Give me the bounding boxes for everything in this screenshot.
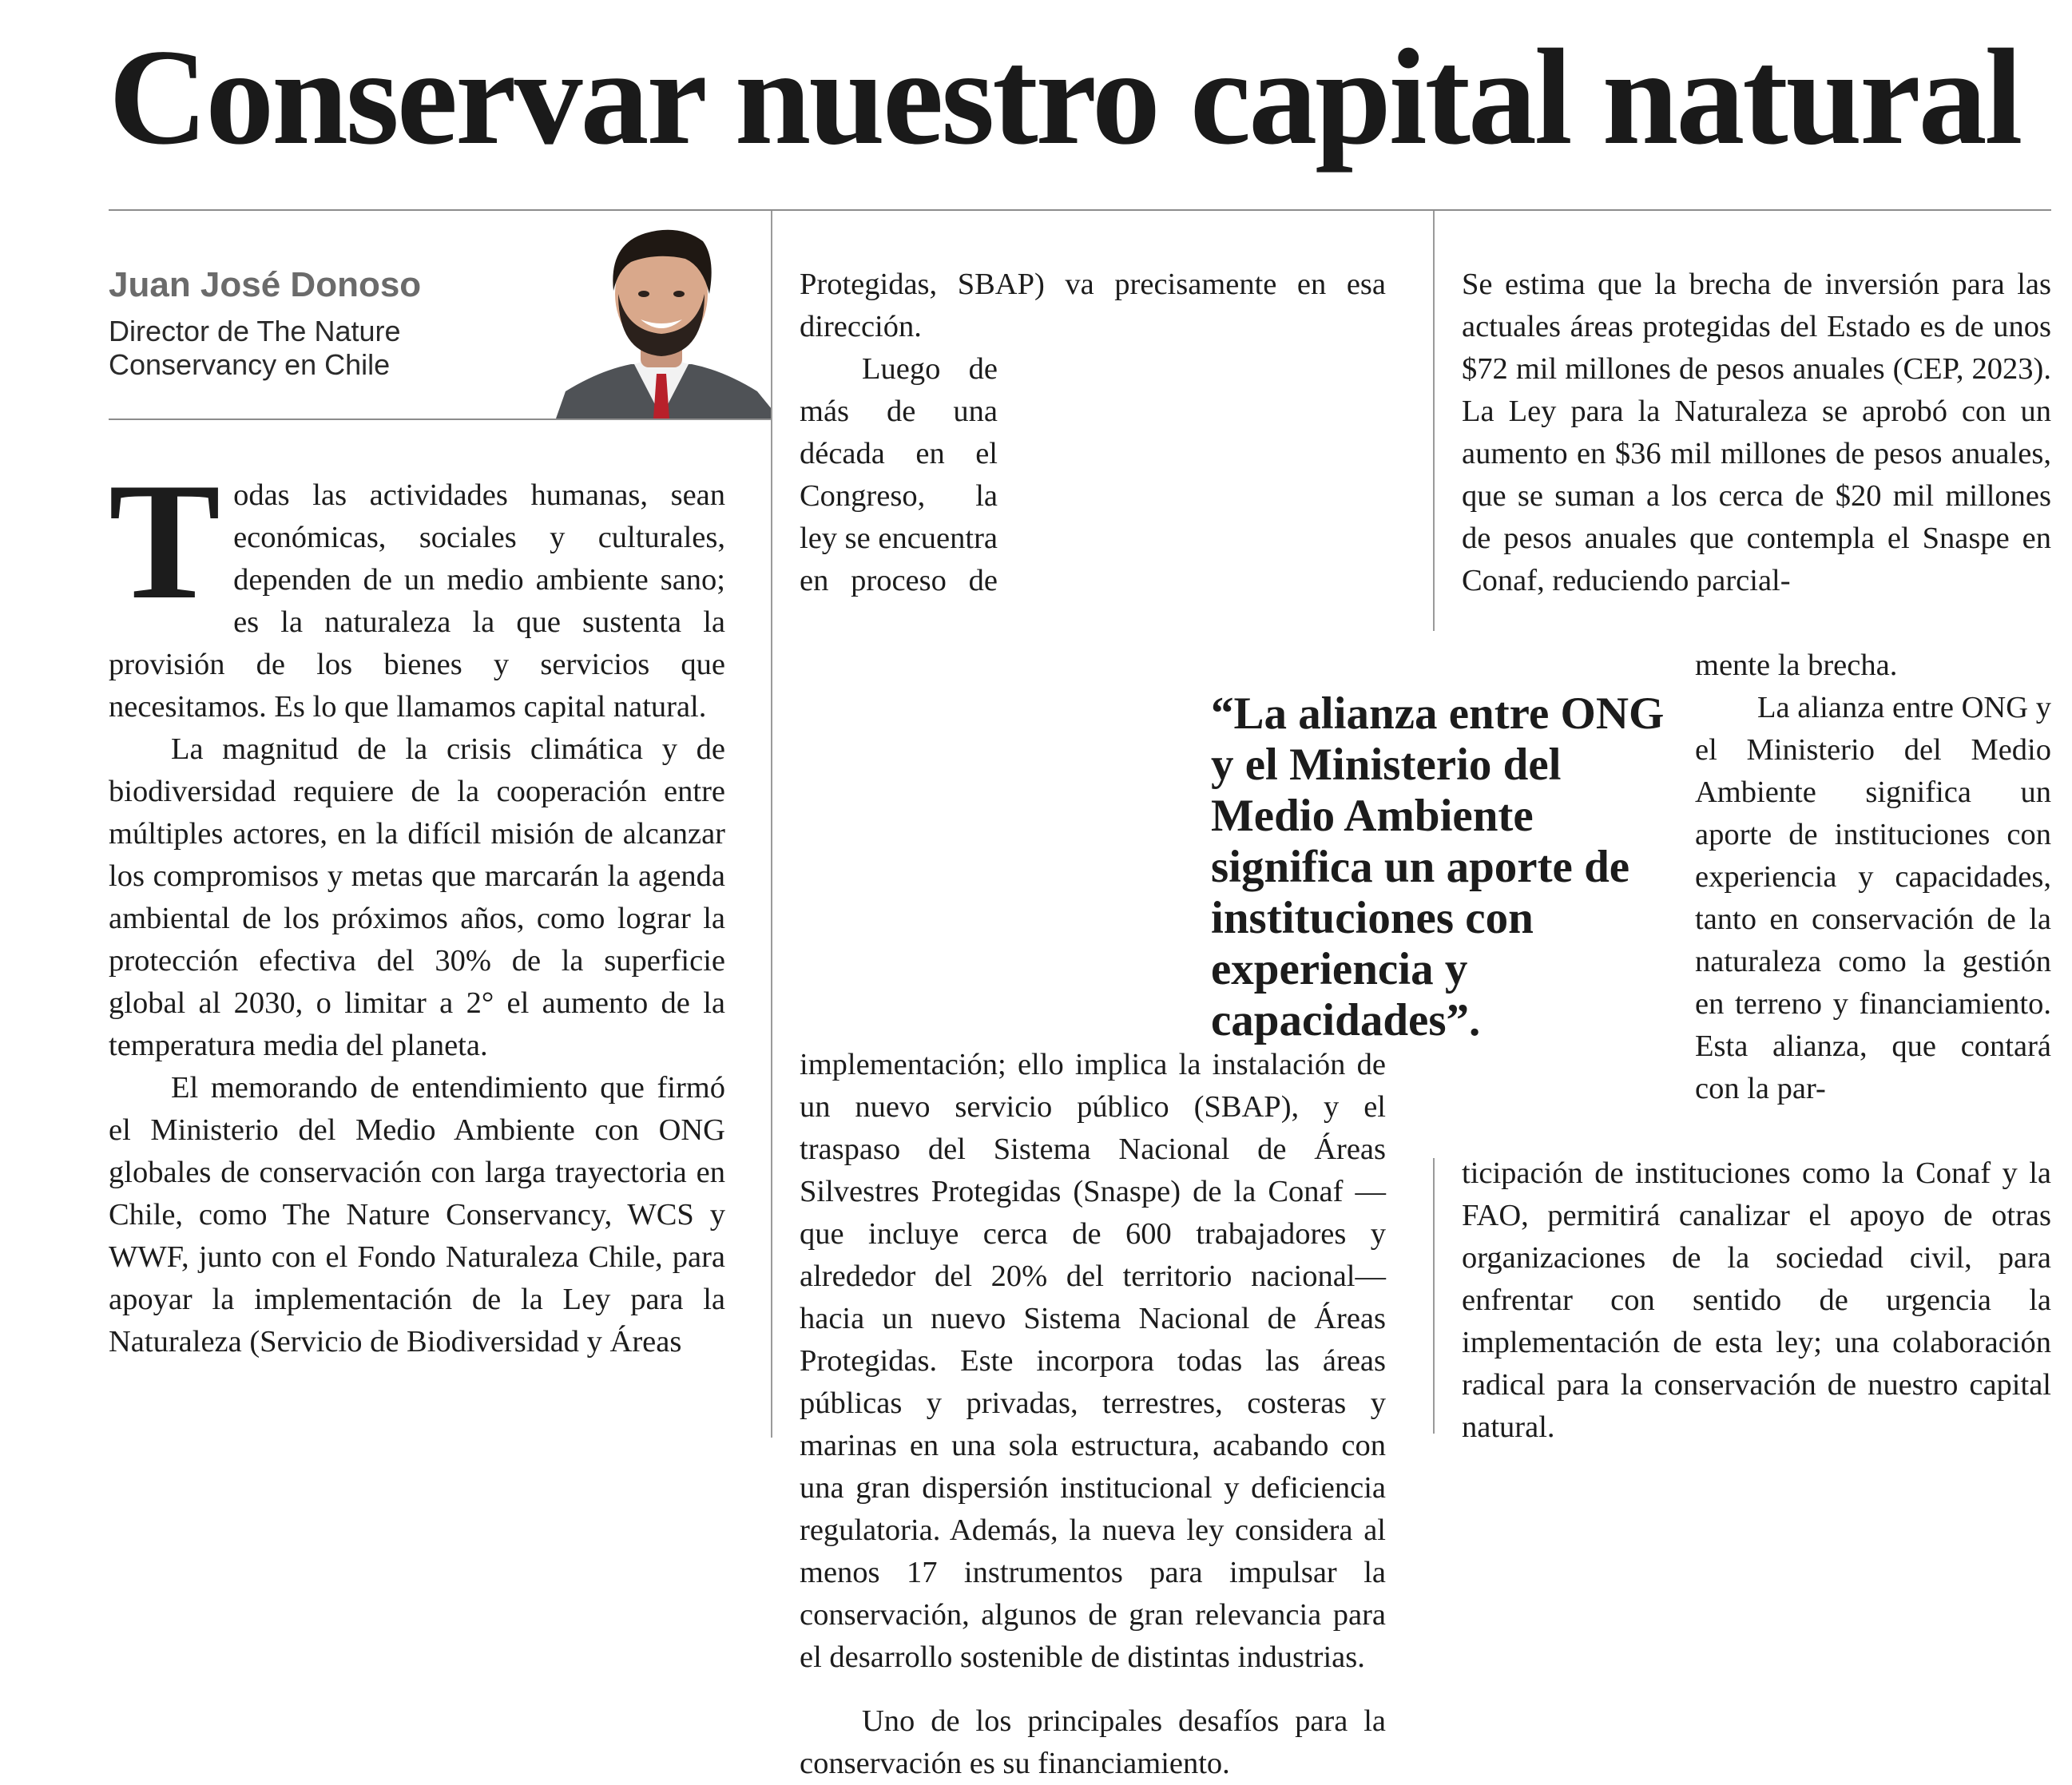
author-role: Director de The Nature Conservancy en Chile	[109, 315, 401, 381]
column-3-top	[1462, 264, 2051, 602]
paragraph-7-part-1: La alianza entre ONG y el Ministerio del Medio Ambiente significa un aporte de instituciones con experiencia y capacidades, tanto en conservación de la naturaleza como la gestión en terreno y financiamiento. Esta alianza, que contará con la par-	[1695, 691, 2051, 1105]
author-name: Juan José Donoso	[109, 265, 422, 304]
pull-quote: “La alianza entre ONG y el Ministerio del Medio Ambiente significa un aporte de instituciones con experiencia y capacidades”.	[1211, 688, 1665, 1045]
column-1	[109, 449, 725, 1363]
column-divider-2-bottom	[1433, 1158, 1435, 1434]
paragraph-5: Uno de los principales desafíos para la conservación es su financiamiento.	[800, 1704, 1386, 1780]
column-3-bottom	[1462, 1152, 2051, 1449]
paragraph-6-part-1: Se estima que la brecha de inversión para las actuales áreas protegidas del Estado es de unos $72 mil millones de pesos anuales (CEP, 2023). La Ley para la Naturaleza se aprobó con un aumento en $36 mil millones de pesos anuales, que se suman a los cerca de $20 mil millones de pesos anuales que contempla el Snaspe en Conaf, reduciendo parcial-	[1462, 268, 2051, 597]
paragraph-6-part-2: mente la brecha.	[1695, 649, 1898, 682]
paragraph-1-text: odas las actividades humanas, sean económicas, sociales y culturales, dependen de un medio ambiente sano; es la naturaleza la que sustenta la provisión de los bienes y servicios que necesitamos. Es lo que llamamos capital natural.	[109, 478, 725, 724]
headline: Conservar nuestro capital natural	[109, 22, 2021, 173]
paragraph-7-part-2: ticipación de instituciones como la Conaf y la FAO, permitirá canalizar el apoyo de otras organizaciones de la sociedad civil, para enfrentar con sentido de urgencia la implementación de esta ley; una colaboración radical para la conservación de nuestro capital natural.	[1462, 1156, 2051, 1444]
top-rule	[109, 209, 2051, 211]
paragraph-2: La magnitud de la crisis climática y de biodiversidad requiere de la cooperación entre múltiples actores, en la difícil misión de alcanzar los compromisos y metas que marcarán la agenda ambiental de los próximos años, como lograr la protección efectiva del 30% de la superficie global al 2030, o limitar a 2° el aumento de la temperatura media del planeta.	[109, 732, 725, 1062]
author-portrait	[551, 220, 772, 418]
portrait-eye-right	[673, 291, 685, 297]
column-divider-2-top	[1433, 211, 1435, 631]
column-3-middle	[1695, 645, 2051, 1110]
paragraph-3-part-1: El memorando de entendimiento que firmó el Ministerio del Medio Ambiente con ONG globales de conservación con larga trayectoria en Chile, como The Nature Conservancy, WCS y WWF, junto con el Fondo Naturaleza Chile, para apoyar la implementación de la Ley para la Naturaleza (Servicio de Biodiversidad y Áreas	[109, 1071, 725, 1359]
paragraph-4-text: Luego de más de una década en el Congreso, la ley se encuentra en proceso de implementación; ello implica la instalación de un nuevo servicio público (SBAP), y el traspaso del Sistema Nacional de Áreas Silvestres Protegidas (Snaspe) de la Conaf —que incluye cerca de 600 trabajadores y alrededor del 20% del territorio nacional— hacia un nuevo Sistema Nacional de Áreas Protegidas. Este incorpora todas las áreas públicas y privadas, terrestres, costeras y marinas en una sola estructura, acabando con una gran dispersión institucional y deficiencia regulatoria. Además, la nueva ley considera al menos 17 instrumentos para impulsar la conservación, algunos de gran relevancia para el desarrollo sostenible de distintas industrias.	[800, 352, 1386, 1674]
drop-cap: T	[109, 449, 221, 634]
portrait-eye-left	[638, 291, 649, 297]
author-rule	[109, 418, 772, 420]
paragraph-1	[109, 449, 725, 728]
column-divider-1	[771, 211, 772, 1438]
paragraph-3-part-2: Protegidas, SBAP) va precisamente en esa dirección.	[800, 268, 1386, 343]
